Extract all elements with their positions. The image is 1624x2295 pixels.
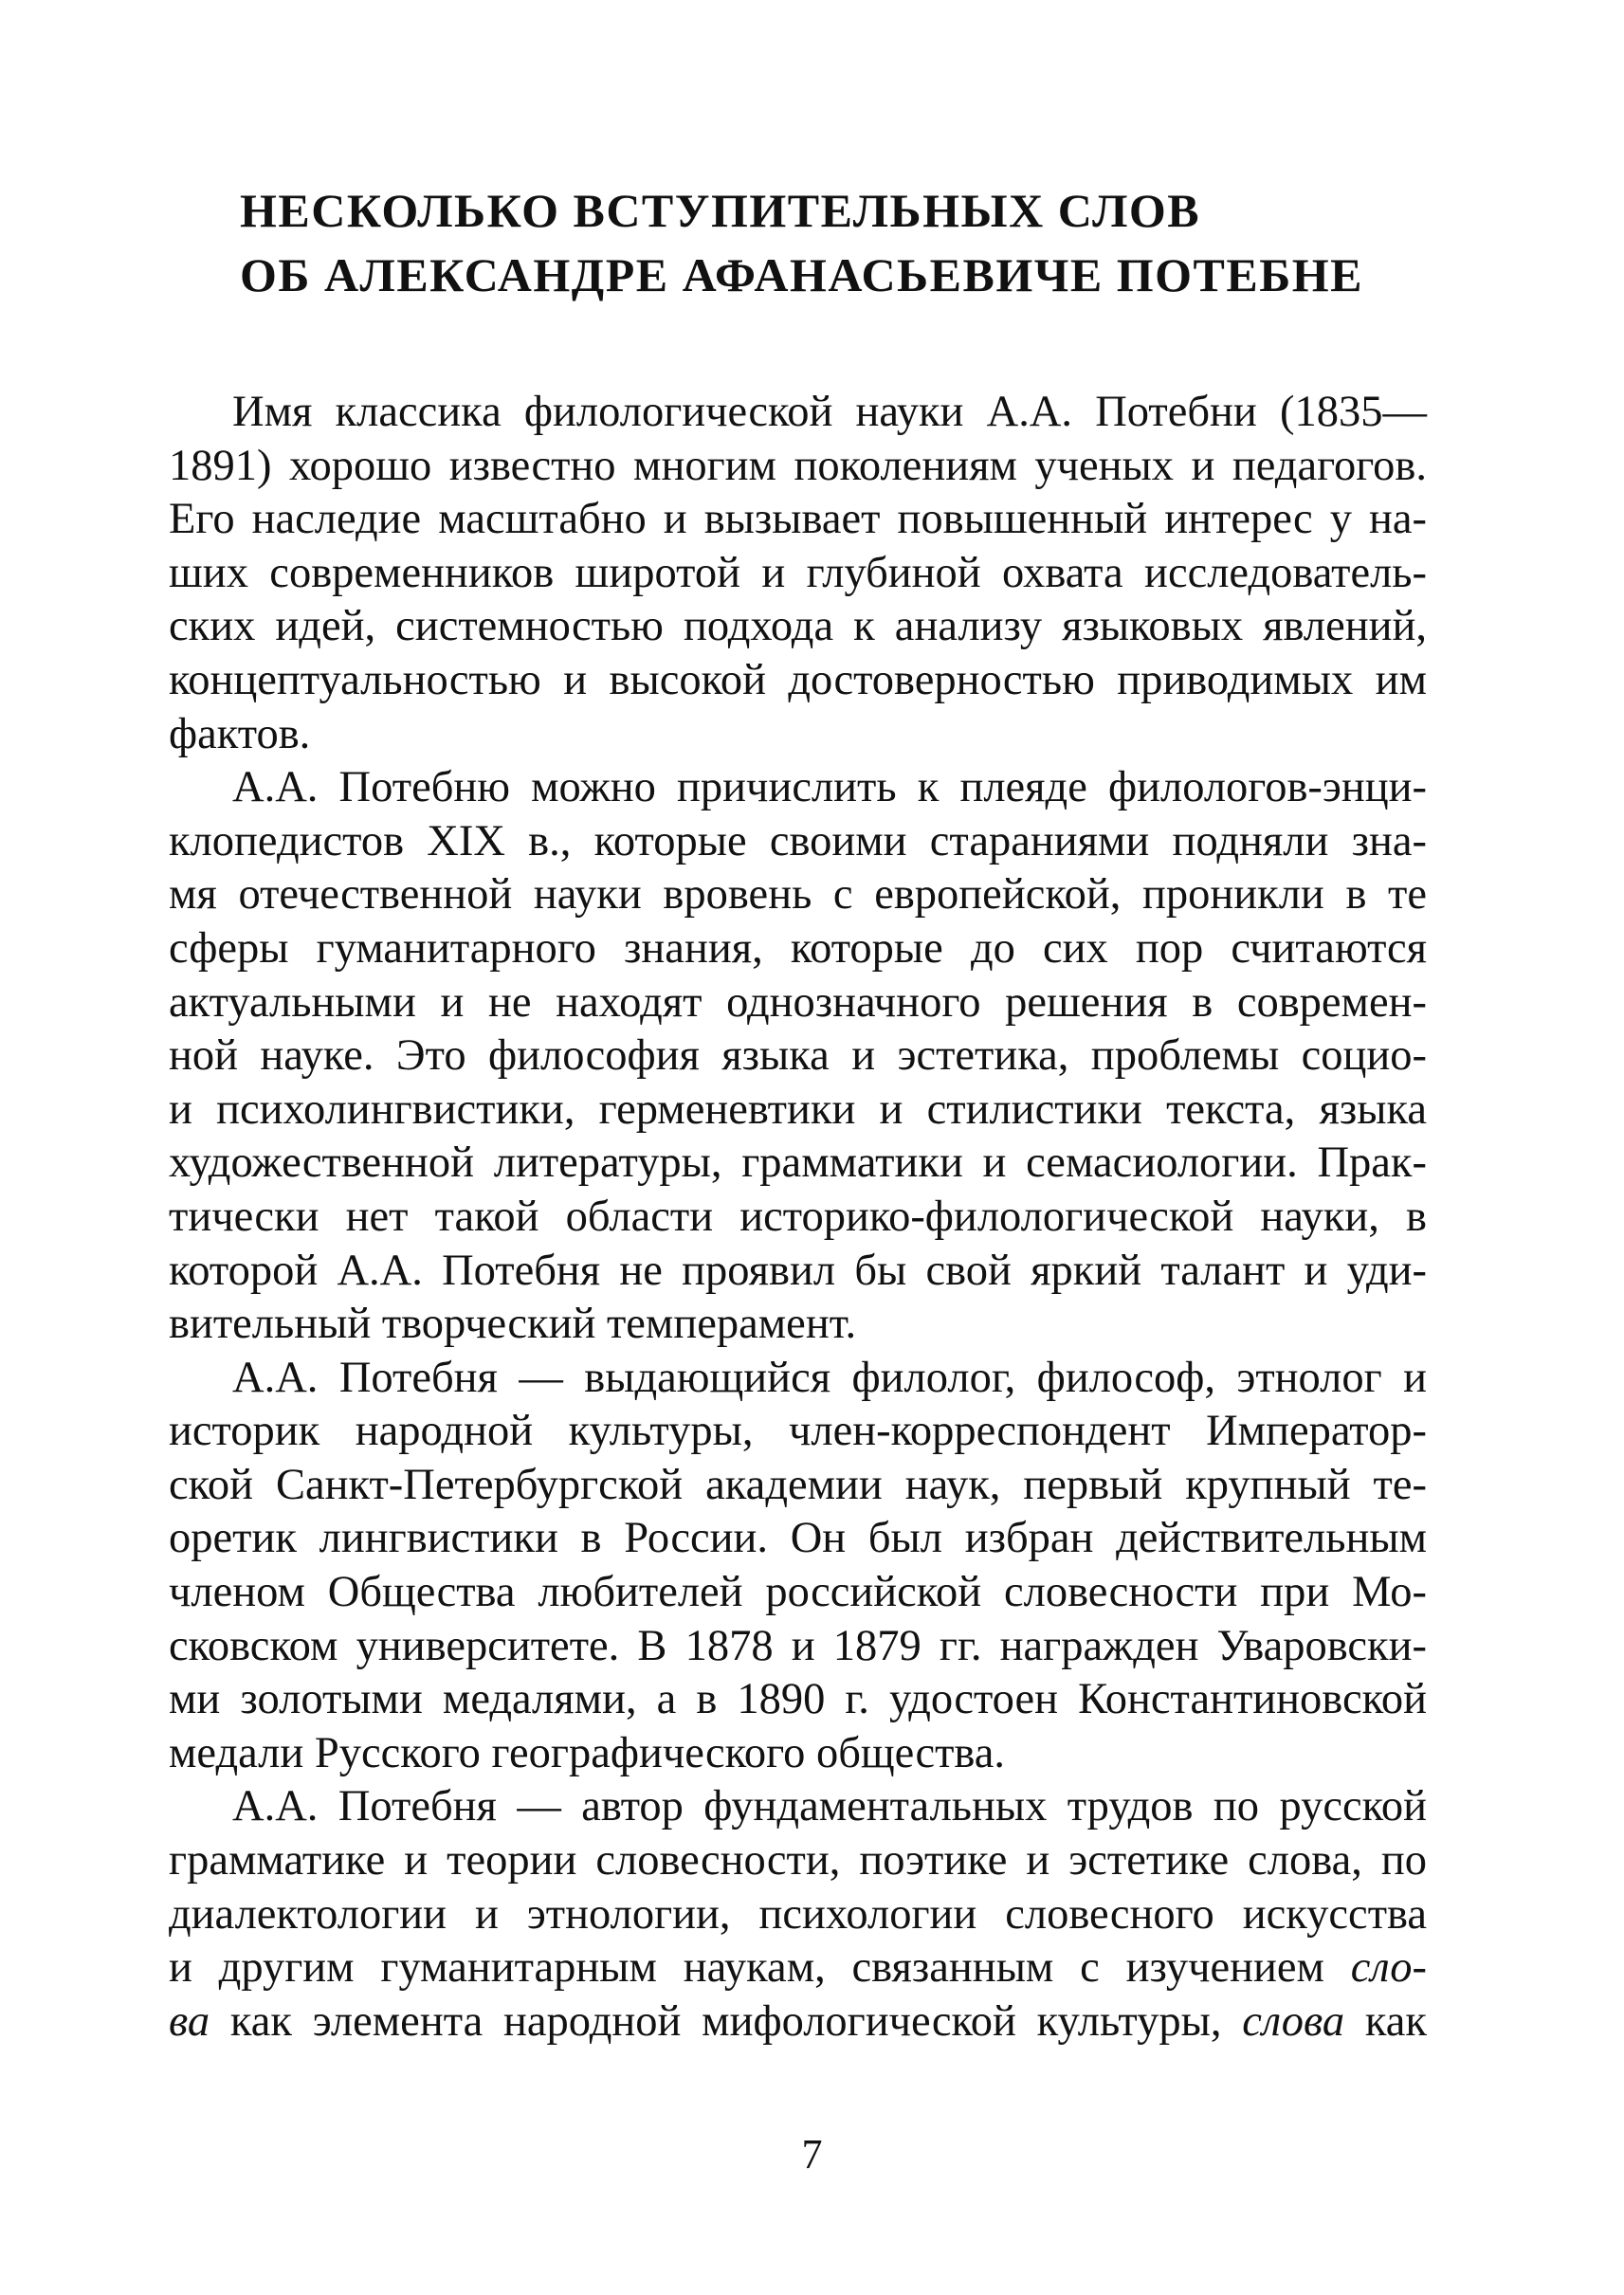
text-line: ми золотыми медалями, а в 1890 г. удостоен Константиновской — [169, 1675, 1427, 1724]
text-line: ских идей, системностью подхода к анализу языковых явлений, — [169, 602, 1427, 651]
text-line: А.А. Потебню можно причислить к плеяде филологов-энци- — [232, 763, 1427, 812]
text-line: диалектологии и этнологии, психологии словесного искусства — [169, 1889, 1427, 1939]
text-line: художественной литературы, грамматики и семасиологии. Прак- — [169, 1138, 1427, 1188]
paragraph — [169, 1352, 1427, 1781]
body-text — [169, 386, 1427, 2049]
text-line: вительный творческий темперамент. — [169, 1300, 857, 1349]
paragraph — [169, 386, 1427, 761]
text-line: А.А. Потебня — выдающийся филолог, философ, этнолог и — [232, 1353, 1427, 1402]
text-line: мя отечественной науки вровень с европейской, проникли в те — [169, 870, 1427, 920]
text-segment: и другим гуманитарным наукам, связанным с изучением — [169, 1943, 1351, 1993]
italic-word: слова — [1242, 1996, 1345, 2046]
text-line: которой А.А. Потебня не проявил бы свой яркий талант и уди- — [169, 1246, 1427, 1295]
chapter-heading — [240, 178, 1425, 307]
text-line: Имя классика филологической науки А.А. Потебни (1835— — [232, 388, 1427, 436]
text-line: и психолингвистики, герменевтики и стилистики текста, языка — [169, 1084, 1427, 1134]
heading-line: ОБ АЛЕКСАНДРЕ АФАНАСЬЕВИЧЕ ПОТЕБНЕ — [240, 248, 1364, 301]
text-line: концептуальностью и высокой достоверностью приводимых им — [169, 655, 1427, 704]
text-line: 1891) хорошо известно многим поколениям ученых и педагогов. — [169, 441, 1427, 490]
page-number: 7 — [801, 2131, 823, 2177]
paragraph — [169, 1780, 1427, 2049]
text-line: историк народной культуры, член-корреспондент Император- — [169, 1407, 1427, 1456]
text-line: Его наследие масштабно и вызывает повышенный интерес у на- — [169, 495, 1427, 544]
text-line: медали Русского географического общества. — [169, 1728, 1006, 1777]
text-line: сковском университете. В 1878 и 1879 гг. награжден Уваровски- — [169, 1621, 1427, 1670]
text-line: ших современников широтой и глубиной охвата исследователь- — [169, 548, 1427, 597]
paragraph — [169, 761, 1427, 1352]
text-line: клопедистов XIX в., которые своими стараниями подняли зна- — [169, 816, 1427, 865]
italic-word: ва — [169, 1996, 210, 2046]
text-segment: как — [1344, 1996, 1428, 2046]
text-line: сферы гуманитарного знания, которые до сих пор считаются — [169, 923, 1427, 973]
text-line: фактов. — [169, 709, 311, 758]
text-line — [169, 1941, 1427, 1995]
text-line — [169, 1995, 1427, 2049]
heading-line: НЕСКОЛЬКО ВСТУПИТЕЛЬНЫХ СЛОВ — [240, 184, 1201, 237]
text-line: ской Санкт-Петербургской академии наук, первый крупный те- — [169, 1460, 1427, 1509]
text-line: оретик лингвистики в России. Он был избран действительным — [169, 1514, 1427, 1563]
text-line: актуальными и не находят однозначного решения в современ- — [169, 977, 1427, 1027]
text-line: А.А. Потебня — автор фундаментальных трудов по русской — [232, 1782, 1427, 1831]
text-segment: как элемента народной мифологической культуры, — [210, 1996, 1243, 2046]
italic-word: сло- — [1350, 1943, 1427, 1993]
text-line: членом Общества любителей российской словесности при Мо- — [169, 1568, 1427, 1617]
text-line: тически нет такой области историко-филологической науки, в — [169, 1192, 1427, 1241]
text-line: грамматике и теории словесности, поэтике и эстетике слова, по — [169, 1836, 1427, 1885]
text-line: ной науке. Это философия языка и эстетика, проблемы социо- — [169, 1031, 1427, 1081]
